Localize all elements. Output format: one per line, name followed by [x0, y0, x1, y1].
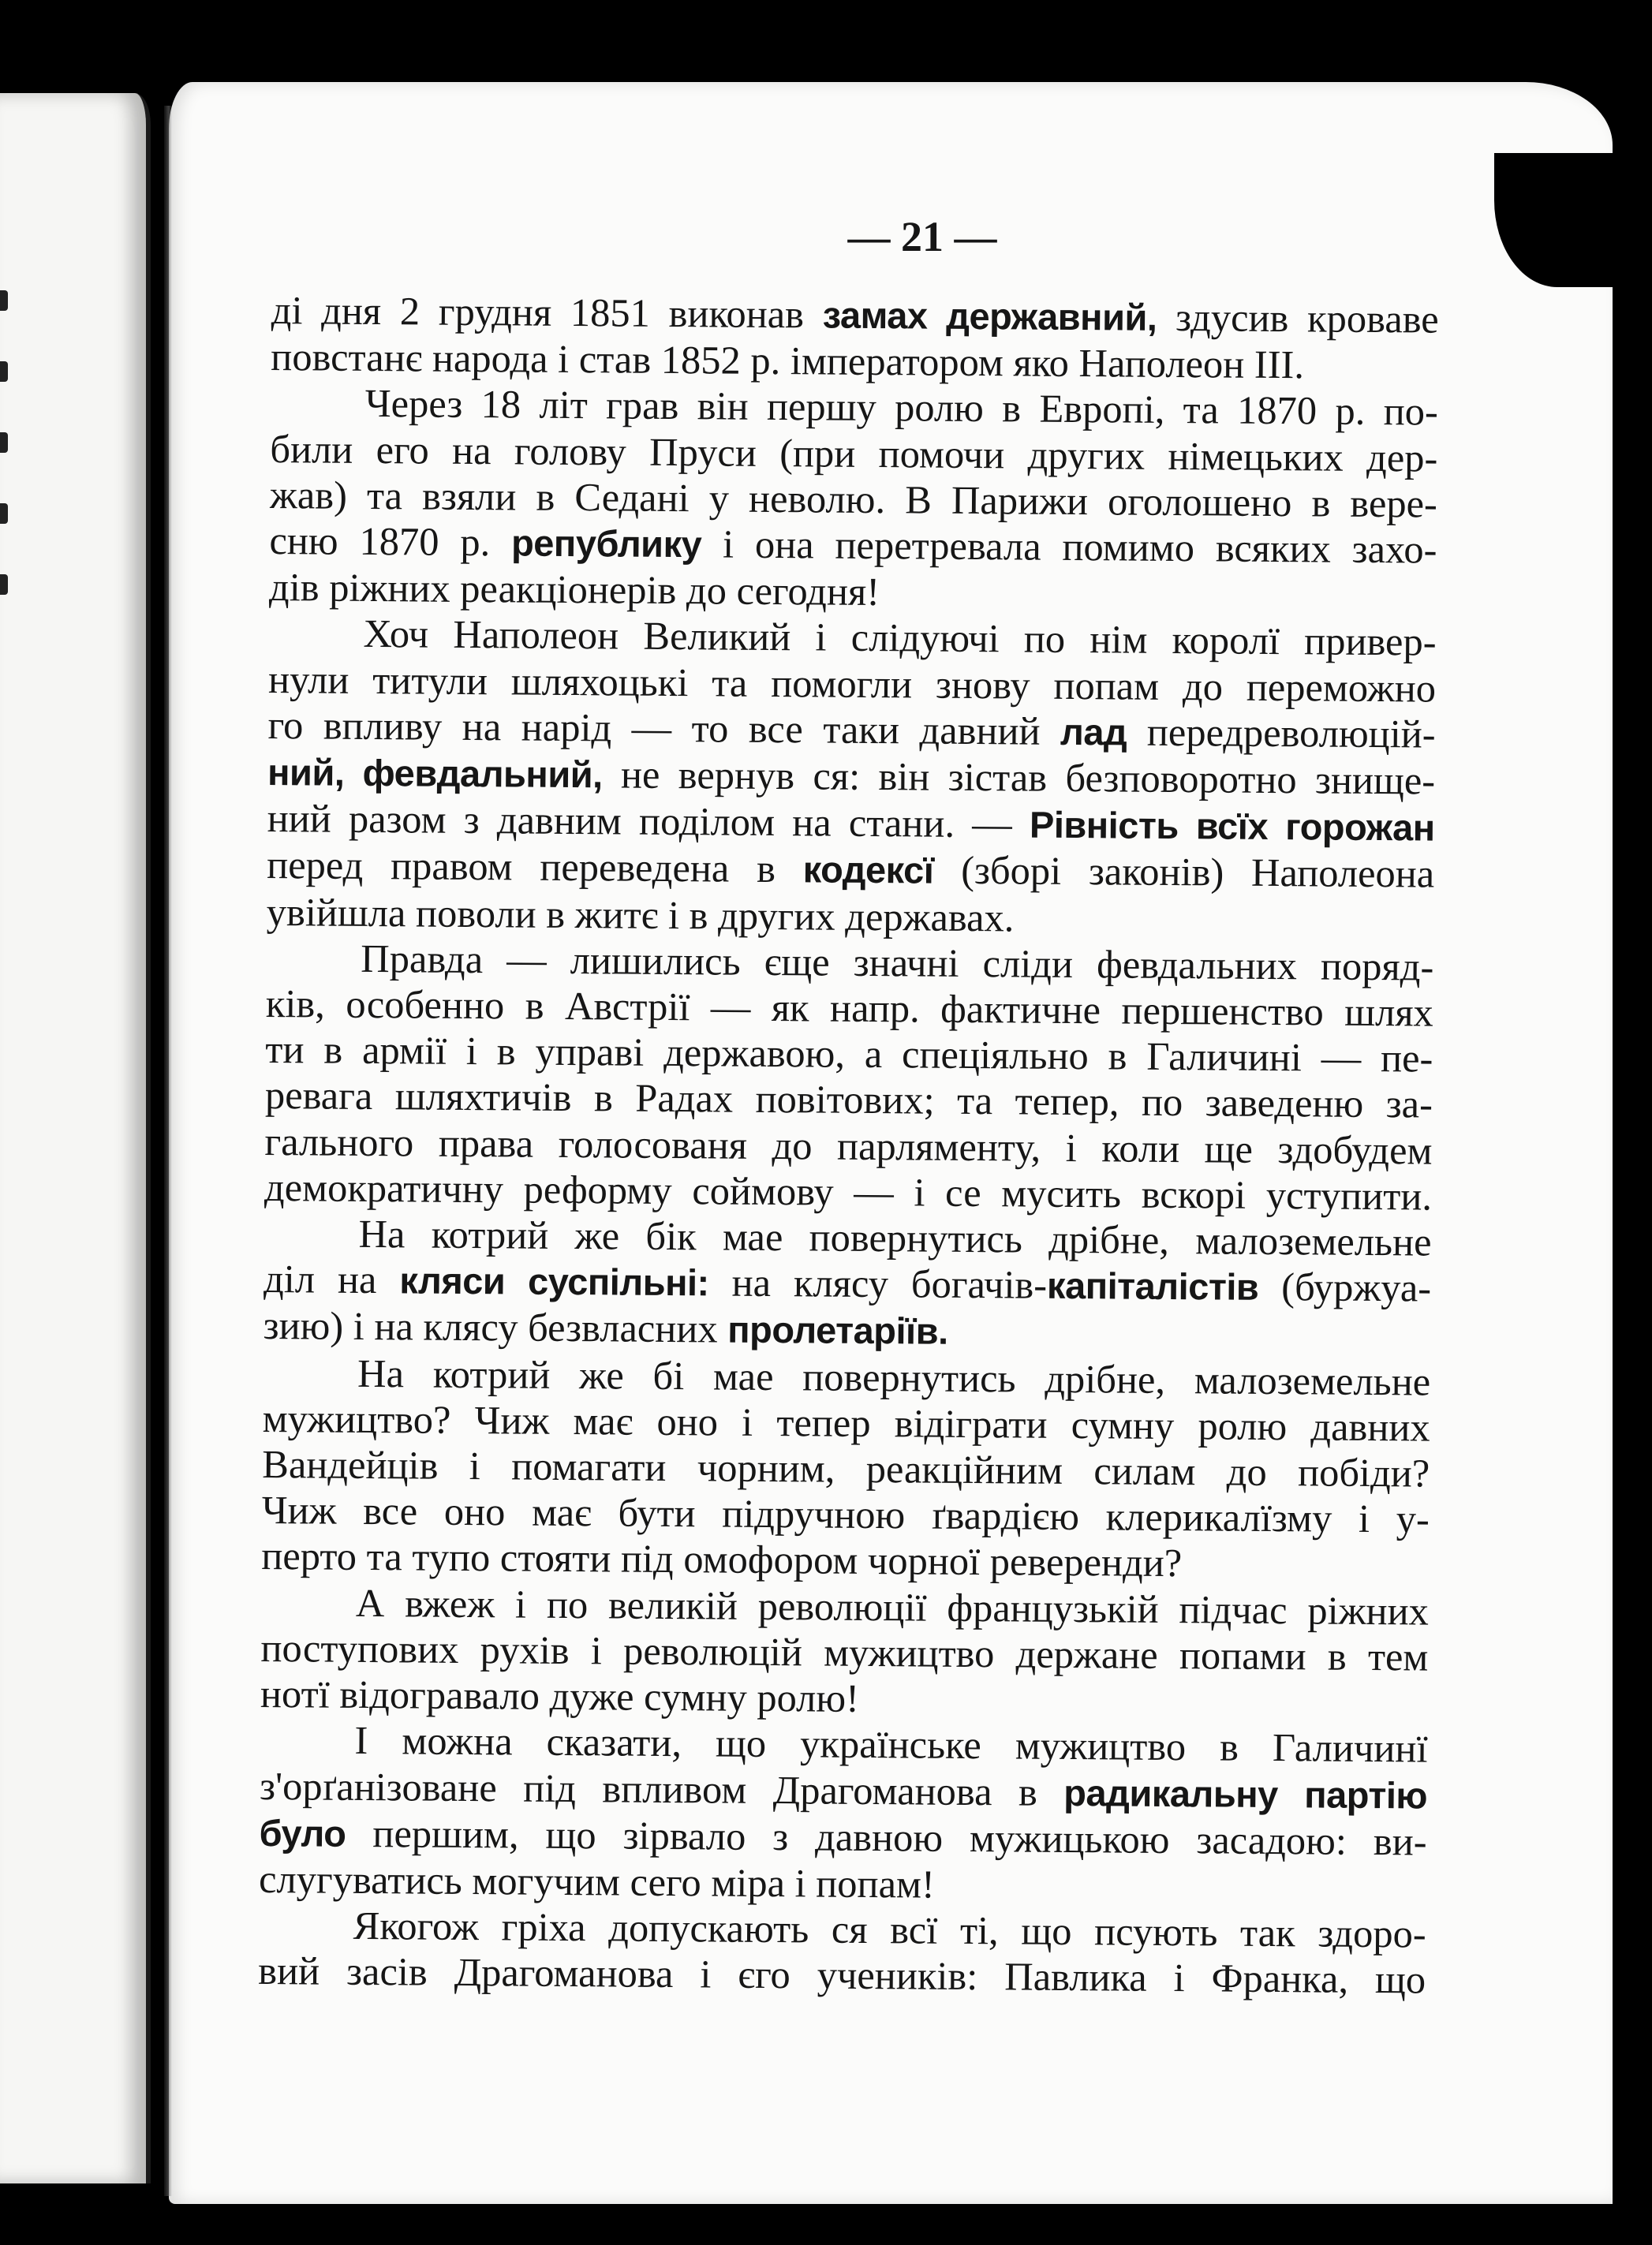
bold-emphasis: републику — [510, 521, 702, 566]
page-edge-mark — [0, 503, 8, 524]
text-run: Якогож гріха допускають ся всї ті, що псують так здоро- — [353, 1903, 1426, 1956]
text-run: гального права голосованя до парляменту, і коли ще здобудем — [264, 1119, 1433, 1173]
text-run: жав) та взяли в Седані у неволю. В Парижи оголошено в вере- — [269, 472, 1438, 526]
text-run: здусив кроваве — [1157, 294, 1439, 342]
text-line — [260, 1762, 1427, 1818]
text-run: били его на голову Пруси (при помочи других німецьких дер- — [270, 426, 1438, 480]
text-run: ків, особенно в Австрії — як напр. фактичне першенство шлях — [265, 981, 1434, 1035]
text-run: А вжеж і по великій революції французькій підчас ріжних — [355, 1580, 1430, 1634]
text-run: нотї відогравало дуже сумну ролю! — [260, 1672, 860, 1720]
bold-emphasis: пролетаріїв. — [727, 1309, 948, 1353]
bold-emphasis: кляси суспільні: — [399, 1259, 709, 1304]
page-body-text — [258, 287, 1439, 2003]
text-run: на клясу богачів- — [708, 1260, 1048, 1308]
book-page — [169, 82, 1613, 2204]
text-run: вий засів Драгоманова і єго учеників: Павлика і Франка, що — [258, 1948, 1426, 2002]
text-run: слугуватись могучим сего міра і попам! — [258, 1856, 936, 1907]
page-edge-mark — [0, 361, 8, 382]
bold-emphasis: було — [259, 1811, 346, 1855]
text-line — [263, 1302, 1430, 1358]
text-run: ний разом з давним поділом на стани. — — [267, 796, 1030, 846]
text-run: першим, що зірвало з давною мужицькою засадою: ви- — [346, 1810, 1427, 1864]
text-run: демократичну реформу соймову — і се мусить вскорі уступити. — [263, 1164, 1433, 1219]
text-run: Чиж все оно має бути підручною ґвардією клерикалїзму і у- — [261, 1488, 1430, 1541]
text-run: зию) і на клясу безвласних — [263, 1303, 728, 1352]
text-run: ді дня 2 грудня 1851 виконав — [271, 287, 823, 337]
text-run: Через 18 літ грав він першу ролю в Европі, та 1870 р. по- — [364, 381, 1439, 435]
text-run: і она перетревала помимо всяких захо- — [701, 521, 1437, 572]
text-run: На котрий же бі мае повернутись дрібне, малоземельне — [357, 1350, 1431, 1404]
text-run: сню 1870 р. — [269, 518, 512, 565]
text-run: увійшла поволи в житє і в других державах. — [266, 889, 1015, 940]
text-run: Вандейців і помагати чорним, реакційним силам до побіди? — [262, 1442, 1430, 1496]
text-run: перто та тупо стояти під омофором чорної реверенди? — [261, 1533, 1183, 1586]
page-edge-mark — [0, 290, 8, 311]
text-run: мужицтво? Чиж має оно і тепер відіграти сумну ролю давних — [262, 1395, 1430, 1450]
text-run: поступових рухів і революцій мужицтво держане попами в тем — [260, 1625, 1429, 1679]
text-run: передреволюцій- — [1127, 709, 1436, 756]
text-run: перед правом переведена в — [267, 842, 803, 891]
text-run: діл на — [263, 1257, 400, 1302]
text-run: І можна сказати, що українське мужицтво в Галичинї — [354, 1718, 1428, 1771]
page-edge-mark — [0, 574, 8, 595]
text-line — [260, 1716, 1427, 1772]
bold-emphasis: Рівність всїх горожан — [1029, 803, 1435, 849]
adjacent-page-edge — [0, 93, 151, 2183]
bold-emphasis: лад — [1060, 710, 1127, 753]
bold-emphasis: ний, февдальний, — [267, 751, 603, 796]
text-run: ревага шляхтичів в Радах повітових; та тепер, по заведеню за- — [264, 1073, 1433, 1127]
text-run: нули титули шляхоцькі та помогли знову попам до переможно — [267, 656, 1437, 711]
bold-emphasis: замах державний, — [822, 293, 1157, 338]
bold-emphasis: радикальну партію — [1063, 1771, 1428, 1817]
text-run: го впливу на нарід — то все таки давний — [267, 702, 1061, 753]
page-edge-mark — [0, 432, 8, 453]
text-run: (буржуа- — [1258, 1264, 1432, 1310]
text-run: (зборі законів) Наполеона — [933, 848, 1435, 897]
text-line — [258, 1948, 1426, 2003]
text-run: з'орґанізоване під впливом Драгоманова в — [259, 1763, 1064, 1814]
bold-emphasis: кодексї — [802, 848, 934, 892]
text-run: Правда — лишились єще значні сліди февдальних поряд- — [361, 936, 1434, 989]
text-run: ти в армії і в управі державою, а спеціяльно в Галичині — пе- — [265, 1027, 1433, 1081]
text-run: дів ріжних реакціонерів до сегодня! — [268, 565, 880, 614]
text-run: не вернув ся: він зістав безповоротно знище- — [602, 752, 1436, 803]
text-line — [267, 842, 1434, 898]
text-run: повстанє народа і став 1852 р. імператором яко Наполеон III. — [271, 334, 1305, 387]
page-number: — 21 — — [847, 213, 997, 260]
text-run: Хоч Наполеон Великий і слідуючі по нім королї привер- — [363, 611, 1437, 665]
text-run: На котрий же бік мае повернутись дрібне, малоземельне — [358, 1211, 1432, 1264]
bold-emphasis: капіталістів — [1046, 1264, 1259, 1309]
